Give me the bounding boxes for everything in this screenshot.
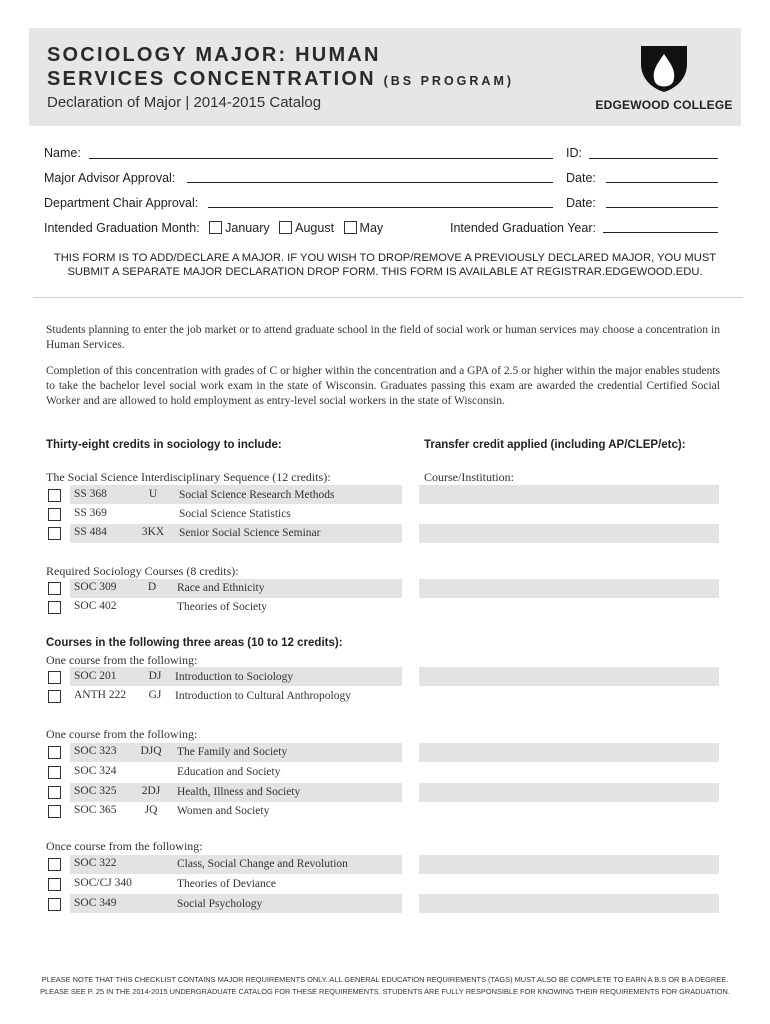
- chair-approval-label: Department Chair Approval:: [44, 196, 199, 210]
- course-name: Social Science Statistics: [179, 508, 291, 520]
- course-code: SS 368: [74, 488, 107, 500]
- course-row: [48, 744, 388, 762]
- course-name: Social Science Research Methods: [179, 489, 335, 501]
- graduation-year-field[interactable]: [603, 232, 718, 233]
- course-row: [48, 803, 388, 821]
- footer-line-1: PLEASE NOTE THAT THIS CHECKLIST CONTAINS MAJOR REQUIREMENTS ONLY. ALL GENERAL EDUCATION REQUIREMENTS (TAGS) MUST ALSO BE COMPLETE TO EARN A B.S OR B.A DEGREE.: [41, 975, 729, 984]
- header-banner: [29, 28, 741, 126]
- transfer-field[interactable]: [419, 894, 719, 913]
- areas-heading: Courses in the following three areas (10 to 12 credits):: [46, 637, 343, 649]
- may-label: May: [359, 221, 384, 235]
- course-tag: D: [147, 581, 157, 593]
- page-title: [47, 43, 514, 93]
- course-checkbox[interactable]: [48, 746, 61, 759]
- id-label: ID:: [566, 146, 582, 160]
- graduation-month-row: [44, 220, 383, 236]
- may-checkbox[interactable]: [344, 221, 357, 234]
- course-tag: 3KX: [141, 526, 165, 538]
- transfer-field[interactable]: [419, 855, 719, 874]
- course-row: [48, 856, 408, 874]
- course-tag: U: [148, 488, 158, 500]
- course-checkbox[interactable]: [48, 582, 61, 595]
- area2-title: One course from the following:: [46, 727, 198, 741]
- course-code: SOC 309: [74, 581, 117, 593]
- course-checkbox[interactable]: [48, 601, 61, 614]
- transfer-heading: Transfer credit applied (including AP/CLEP/etc):: [424, 439, 686, 451]
- course-code: SOC 323: [74, 745, 117, 757]
- course-checkbox[interactable]: [48, 766, 61, 779]
- course-checkbox[interactable]: [48, 489, 61, 502]
- course-checkbox[interactable]: [48, 671, 61, 684]
- notice-line-2: SUBMIT A SEPARATE MAJOR DECLARATION DROP FORM. THIS FORM IS AVAILABLE AT REGISTRAR.EDGEWOOD.EDU.: [67, 266, 703, 278]
- course-checkbox[interactable]: [48, 858, 61, 871]
- page-subtitle: Declaration of Major | 2014-2015 Catalog: [47, 94, 322, 111]
- course-code: SOC 201: [74, 670, 117, 682]
- credits-heading: Thirty-eight credits in sociology to include:: [46, 439, 282, 451]
- footer-line-2: PLEASE SEE P. 25 IN THE 2014-2015 UNDERGRADUATE CATALOG FOR THESE REQUIREMENTS. STUDENTS ARE FULLY RESPONSIBLE FOR KNOWING THEIR REQUIREMENTS FOR GRADUATION.: [40, 987, 730, 996]
- required-title: Required Sociology Courses (8 credits):: [46, 564, 239, 578]
- course-code: SS 369: [74, 507, 107, 519]
- course-code: SOC 324: [74, 765, 117, 777]
- chair-date-label: Date:: [566, 196, 596, 210]
- graduation-month-label: Intended Graduation Month:: [44, 221, 200, 235]
- course-name: Class, Social Change and Revolution: [177, 858, 348, 870]
- course-name: Health, Illness and Society: [177, 786, 301, 798]
- title-program: (BS PROGRAM): [383, 74, 515, 88]
- course-code: SOC/CJ 340: [74, 877, 132, 889]
- course-checkbox[interactable]: [48, 690, 61, 703]
- intro-paragraph-2: Completion of this concentration with grades of C or higher within the concentration and a GPA of 2.5 or higher within the major enables students to take the bachelor level social work exam in the state of Wisconsin. Graduates passing this exam are awarded the credential Certified Social Worker and are allowed to hold employment as entry-level social workers in the state of Wisconsin.: [46, 365, 720, 407]
- transfer-course-label: Course/Institution:: [424, 470, 514, 484]
- transfer-field[interactable]: [419, 579, 719, 598]
- course-row: [48, 896, 408, 914]
- course-code: SOC 349: [74, 897, 117, 909]
- name-label: Name:: [44, 146, 81, 160]
- course-name: Theories of Deviance: [177, 878, 276, 890]
- course-row: [48, 525, 388, 543]
- course-row: [48, 784, 388, 802]
- course-checkbox[interactable]: [48, 805, 61, 818]
- course-name: Women and Society: [177, 805, 270, 817]
- divider: [33, 297, 743, 298]
- course-name: Senior Social Science Seminar: [179, 527, 321, 539]
- area3-title: Once course from the following:: [46, 839, 203, 853]
- transfer-field[interactable]: [419, 783, 719, 802]
- course-code: SOC 322: [74, 857, 117, 869]
- course-name: Theories of Society: [177, 601, 268, 613]
- course-code: SOC 325: [74, 785, 117, 797]
- course-row: [48, 688, 388, 706]
- title-line-2: SERVICES CONCENTRATION (BS PROGRAM): [47, 68, 515, 90]
- transfer-field[interactable]: [419, 524, 719, 543]
- footer-note: [30, 974, 740, 998]
- course-row: [48, 669, 388, 687]
- notice-line-1: THIS FORM IS TO ADD/DECLARE A MAJOR. IF YOU WISH TO DROP/REMOVE A PREVIOUSLY DECLARED MAJOR, YOU MUST: [53, 252, 717, 264]
- transfer-field[interactable]: [419, 667, 719, 686]
- course-checkbox[interactable]: [48, 527, 61, 540]
- name-field[interactable]: [89, 158, 553, 159]
- course-code: SOC 402: [74, 600, 117, 612]
- sequence-title: The Social Science Interdisciplinary Sequence (12 credits):: [46, 470, 331, 484]
- january-checkbox[interactable]: [209, 221, 222, 234]
- title-line-1: SOCIOLOGY MAJOR: HUMAN: [47, 44, 381, 66]
- advisor-date-field[interactable]: [606, 182, 718, 183]
- course-tag: 2DJ: [141, 785, 161, 797]
- course-row: [48, 599, 388, 617]
- course-tag: GJ: [148, 689, 162, 701]
- course-checkbox[interactable]: [48, 878, 61, 891]
- course-code: SOC 365: [74, 804, 117, 816]
- course-tag: DJ: [148, 670, 162, 682]
- course-tag: DJQ: [140, 745, 162, 757]
- course-checkbox[interactable]: [48, 898, 61, 911]
- course-checkbox[interactable]: [48, 786, 61, 799]
- course-row: [48, 764, 388, 782]
- shield-icon: [637, 44, 691, 94]
- course-code: SS 484: [74, 526, 107, 538]
- course-name: Race and Ethnicity: [177, 582, 265, 594]
- course-name: Introduction to Cultural Anthropology: [175, 690, 351, 702]
- advisor-approval-label: Major Advisor Approval:: [44, 171, 176, 185]
- transfer-field[interactable]: [419, 485, 719, 504]
- course-tag: JQ: [144, 804, 158, 816]
- course-row: [48, 876, 408, 894]
- course-checkbox[interactable]: [48, 508, 61, 521]
- august-label: August: [295, 221, 335, 235]
- january-label: January: [225, 221, 270, 235]
- chair-date-field[interactable]: [606, 207, 718, 208]
- declaration-notice: [40, 251, 730, 279]
- course-name: Education and Society: [177, 766, 281, 778]
- august-checkbox[interactable]: [279, 221, 292, 234]
- chair-approval-field[interactable]: [208, 207, 553, 208]
- college-name: EDGEWOOD COLLEGE: [595, 98, 733, 112]
- area1-title: One course from the following:: [46, 653, 198, 667]
- course-code: ANTH 222: [74, 689, 127, 701]
- course-row: [48, 580, 388, 598]
- course-name: Social Psychology: [177, 898, 263, 910]
- college-logo: [594, 40, 734, 122]
- transfer-field[interactable]: [419, 743, 719, 762]
- advisor-date-label: Date:: [566, 171, 596, 185]
- course-name: Introduction to Sociology: [175, 671, 294, 683]
- course-name: The Family and Society: [177, 746, 288, 758]
- course-row: [48, 506, 388, 524]
- course-row: [48, 487, 388, 505]
- advisor-approval-field[interactable]: [187, 182, 553, 183]
- graduation-year-label: Intended Graduation Year:: [450, 221, 596, 235]
- id-field[interactable]: [589, 158, 718, 159]
- intro-paragraph-1: Students planning to enter the job market or to attend graduate school in the field of social work or human services may choose a concentration in Human Services.: [46, 324, 720, 351]
